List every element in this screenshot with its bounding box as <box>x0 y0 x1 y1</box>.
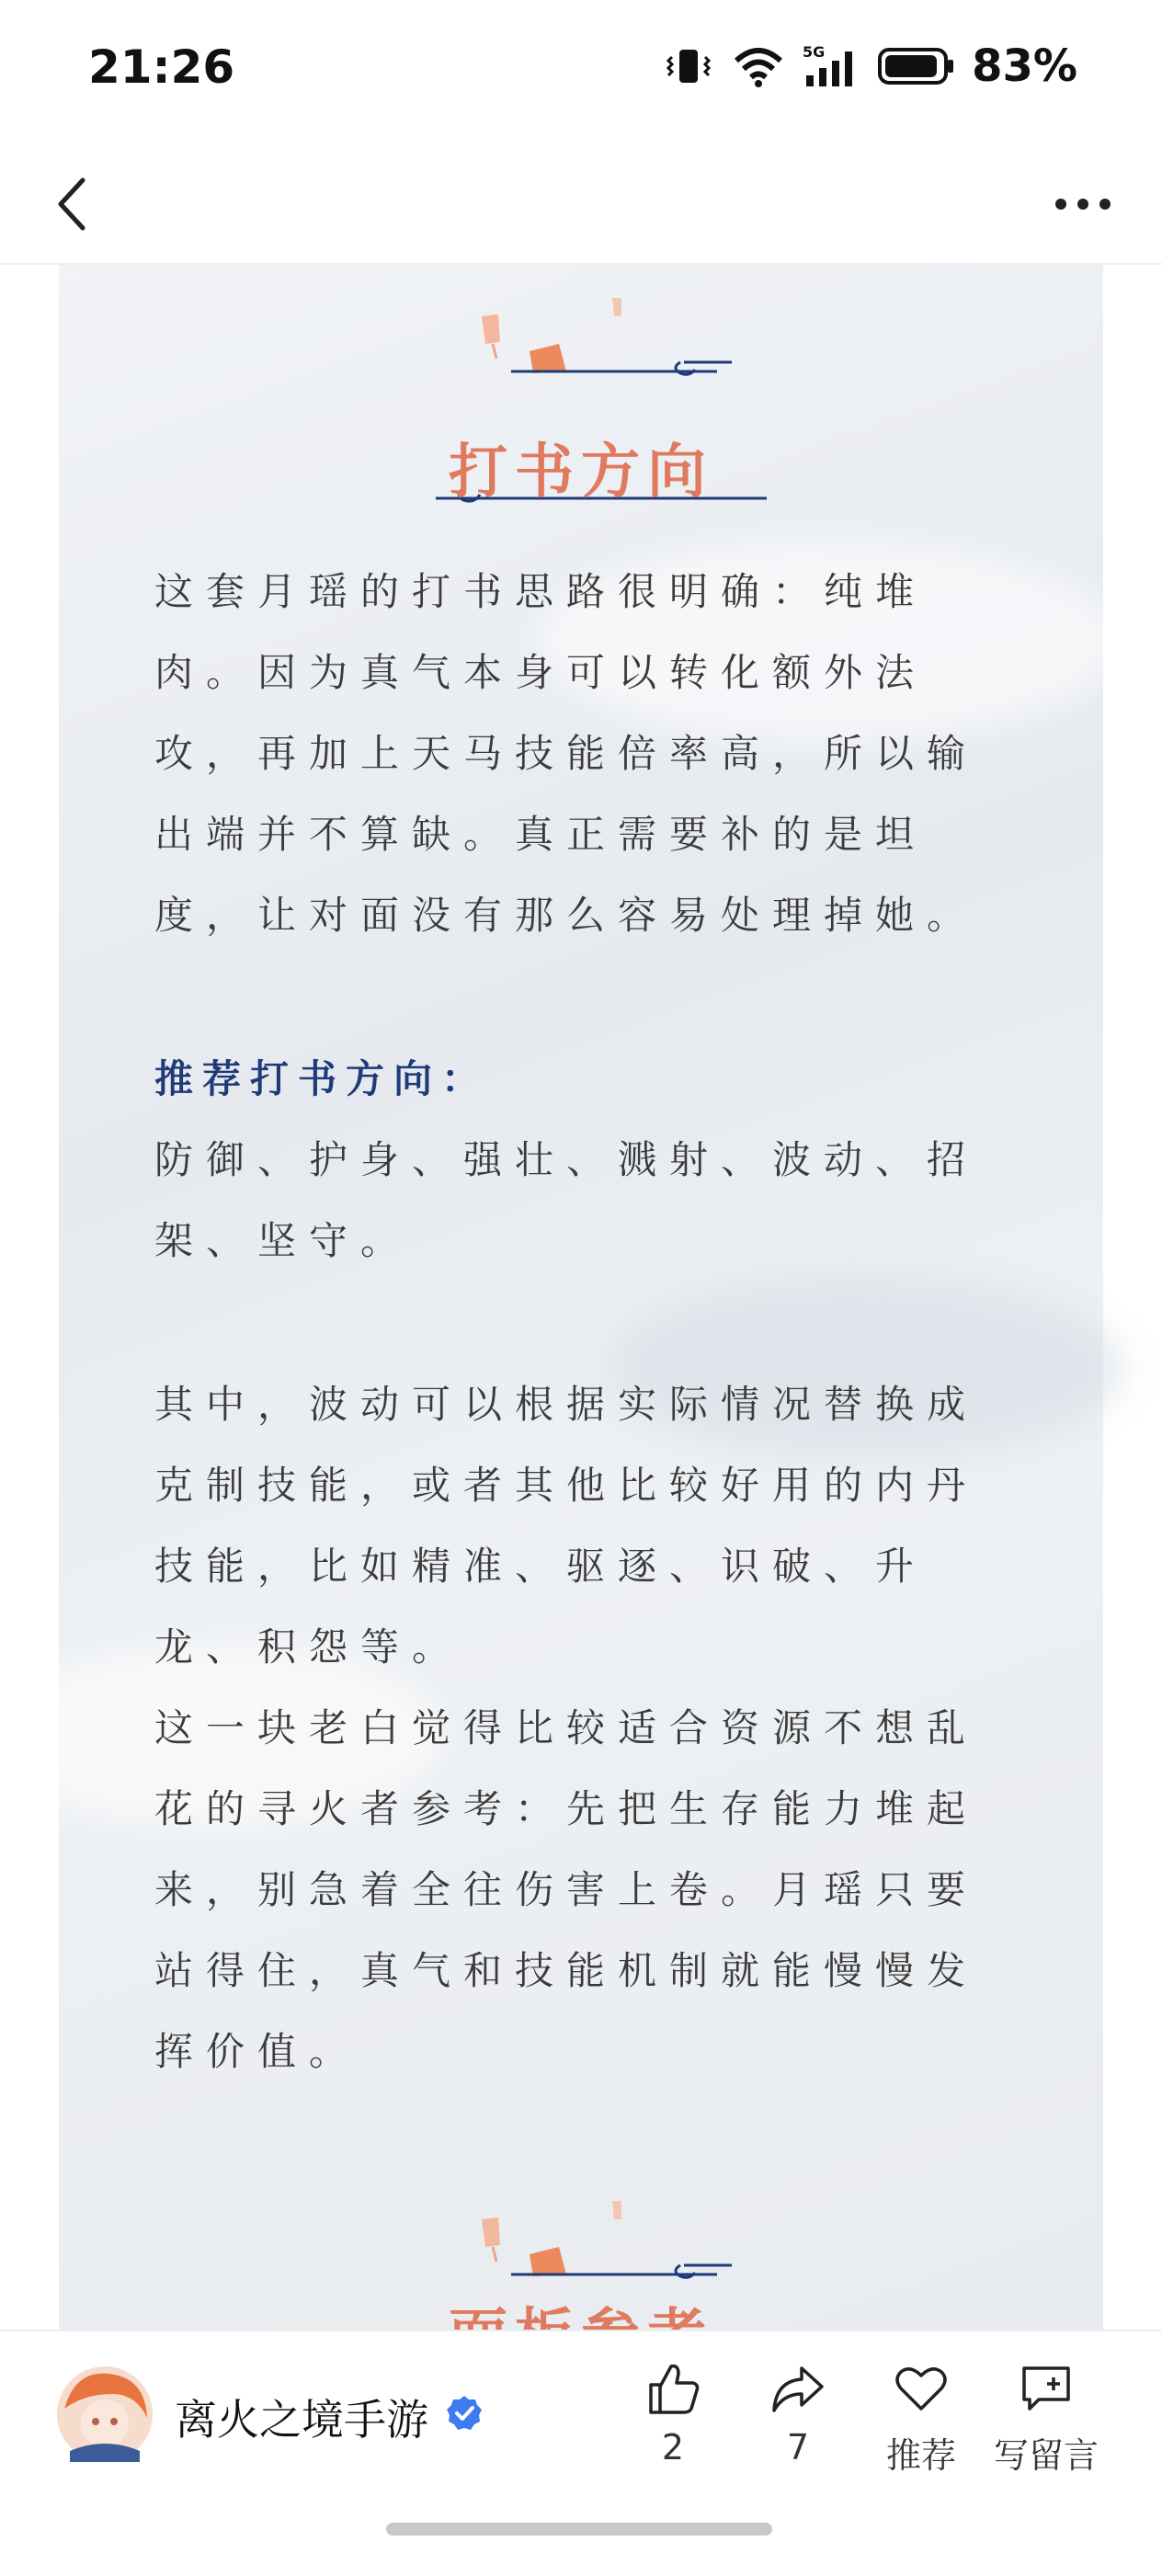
like-count: 2 <box>661 2427 685 2468</box>
comment-add-icon <box>1017 2359 1076 2418</box>
write-comment-button[interactable] <box>982 2359 1111 2478</box>
recommend-button[interactable] <box>857 2359 985 2478</box>
avatar[interactable] <box>57 2366 153 2462</box>
home-indicator[interactable] <box>386 2523 772 2536</box>
paragraph-intro: 这套月瑶的打书思路很明确：纯堆肉。因为真气本身可以转化额外法攻，再加上天马技能倍率高，所以输出端并不算缺。真正需要补的是坦度，让对面没有那么容易处理掉她。 <box>154 569 979 938</box>
like-button[interactable] <box>609 2359 737 2468</box>
svg-text:5G: 5G <box>803 43 826 61</box>
bottom-action-bar <box>0 2330 1162 2576</box>
paragraph-alternatives: 其中，波动可以根据实际情况替换成克制技能，或者其他比较好用的内丹技能，比如精准、驱逐、识破、升龙、积怨等。 <box>154 1382 979 1670</box>
status-bar <box>0 0 1162 147</box>
chevron-left-icon <box>53 175 90 234</box>
battery-icon <box>878 46 955 86</box>
thumbs-up-icon <box>644 2359 702 2418</box>
share-count: 7 <box>786 2427 810 2468</box>
write-comment-label: 写留言 <box>993 2435 1099 2476</box>
account-name[interactable]: 离火之境手游 <box>175 2395 428 2445</box>
paragraph-advice: 这一块老白觉得比较适合资源不想乱花的寻火者参考：先把生存能力堆起来，别急着全往伤害上卷。月瑶只要站得住，真气和技能机制就能慢慢发挥价值。 <box>154 1705 979 2074</box>
status-time: 21:26 <box>88 40 235 94</box>
vibrate-icon <box>663 44 714 88</box>
share-button[interactable] <box>734 2359 862 2468</box>
battery-percentage: 83% <box>972 40 1077 92</box>
article-content <box>59 265 1103 2330</box>
recommend-list: 防御、护身、强壮、溅射、波动、招架、坚守。 <box>154 1137 979 1263</box>
section-title: 打书方向 <box>449 439 713 507</box>
share-arrow-icon <box>769 2359 827 2418</box>
more-options-button[interactable] <box>1037 165 1129 243</box>
wifi-icon <box>731 44 786 88</box>
verified-badge-icon <box>445 2394 484 2433</box>
back-button[interactable] <box>33 165 110 243</box>
section-header <box>59 298 1103 537</box>
cellular-signal-icon <box>803 44 861 88</box>
heart-icon <box>892 2359 951 2418</box>
more-dots-icon <box>1054 197 1112 211</box>
status-icons <box>663 40 1077 92</box>
recommend-label: 推荐打书方向： <box>154 1056 490 1101</box>
nav-bar <box>0 147 1162 265</box>
recommend-label: 推荐 <box>885 2435 956 2476</box>
